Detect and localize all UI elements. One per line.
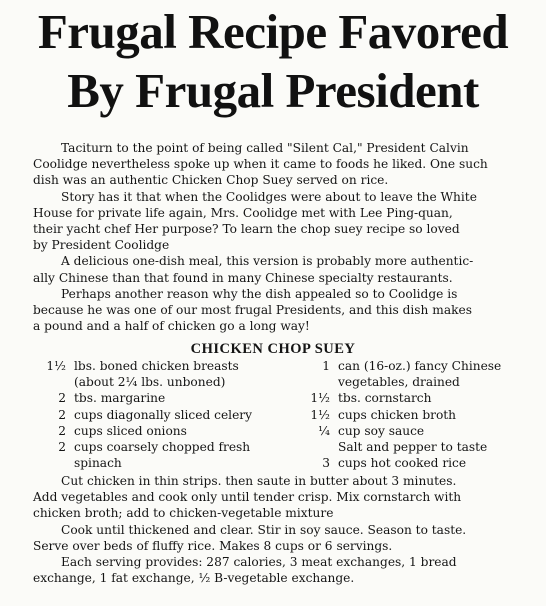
ingredient-text: can (16-oz.) fancy Chinese <box>338 359 502 373</box>
ingredient-text: cups coarsely chopped fresh <box>74 439 251 454</box>
directions-line: exchange, 1 fat exchange, ½ B-vegetable exchange. <box>33 571 355 586</box>
intro-line: dish was an authentic Chicken Chop Suey served on rice. <box>33 173 389 188</box>
ingredient-item <box>294 407 514 423</box>
ingredient-text: cups hot cooked rice <box>338 456 467 471</box>
ingredient-text: cups sliced onions <box>74 423 187 438</box>
ingredient-qty: 2 <box>58 391 66 406</box>
ingredient-item <box>30 358 280 374</box>
intro-line: Taciturn to the point of being called "Silent Cal," President Calvin <box>61 141 469 155</box>
ingredient-qty: 2 <box>58 423 66 438</box>
ingredient-qty: 2 <box>58 407 66 422</box>
ingredient-qty: ¼ <box>318 423 330 438</box>
directions-line: Cut chicken in thin strips. then saute in butter about 3 minutes. <box>61 474 457 488</box>
ingredient-item <box>30 374 280 390</box>
directions-line: Add vegetables and cook only until tender crisp. Mix cornstarch with <box>33 490 462 505</box>
ingredient-item <box>30 423 280 439</box>
ingredients-right-column <box>294 358 514 471</box>
intro-line: a pound and a half of chicken go a long way! <box>33 319 310 334</box>
ingredients-left-column <box>30 358 280 471</box>
ingredient-qty: 1½ <box>310 391 330 406</box>
ingredient-qty: 3 <box>322 456 330 471</box>
directions-line: Each serving provides: 287 calories, 3 meat exchanges, 1 bread <box>61 554 457 569</box>
intro-article <box>33 140 535 334</box>
ingredient-text: Salt and pepper to taste <box>338 439 488 454</box>
ingredient-qty: 1½ <box>310 407 330 422</box>
intro-line: A delicious one-dish meal, this version is probably more authentic- <box>61 254 474 269</box>
intro-line: by President Coolidge <box>33 238 170 253</box>
intro-line: House for private life again, Mrs. Coolidge met with Lee Ping-quan, <box>33 205 453 220</box>
directions <box>33 473 535 586</box>
ingredient-text: lbs. boned chicken breasts <box>74 359 239 373</box>
intro-line: their yacht chef Her purpose? To learn the chop suey recipe so loved <box>33 221 460 236</box>
ingredient-qty: 2 <box>58 439 66 454</box>
ingredient-text: tbs. cornstarch <box>338 391 432 406</box>
ingredient-text: cups diagonally sliced celery <box>74 407 253 422</box>
intro-line: because he was one of our most frugal Presidents, and this dish makes <box>33 302 472 317</box>
ingredient-item <box>294 390 514 406</box>
ingredient-qty: 1 <box>322 359 330 373</box>
intro-line: Story has it that when the Coolidges were about to leave the White <box>61 189 477 204</box>
headline-line-1: Frugal Recipe Favored <box>37 4 509 59</box>
ingredient-item <box>30 407 280 423</box>
recipe-title: CHICKEN CHOP SUEY <box>190 341 356 357</box>
directions-line: chicken broth; add to chicken-vegetable mixture <box>33 506 334 521</box>
ingredient-qty: 1½ <box>46 359 66 373</box>
ingredient-text: cups chicken broth <box>338 407 457 422</box>
ingredient-item <box>294 358 514 374</box>
intro-line: Perhaps another reason why the dish appealed so to Coolidge is <box>61 286 458 301</box>
intro-line: ally Chinese than that found in many Chinese specialty restaurants. <box>33 270 453 285</box>
ingredient-item <box>294 423 514 439</box>
directions-line: Serve over beds of fluffy rice. Makes 8 cups or 6 servings. <box>33 538 393 553</box>
directions-line: Cook until thickened and clear. Stir in soy sauce. Season to taste. <box>61 522 467 537</box>
ingredient-text: vegetables, drained <box>338 375 460 390</box>
intro-line: Coolidge nevertheless spoke up when it came to foods he liked. One such <box>33 157 488 172</box>
ingredient-item <box>294 455 514 471</box>
ingredient-item <box>30 390 280 406</box>
headline-line-2: By Frugal President <box>67 63 479 118</box>
ingredient-item <box>294 374 514 390</box>
ingredient-text: cup soy sauce <box>338 423 425 438</box>
ingredient-item <box>30 439 280 455</box>
ingredient-item <box>294 439 514 455</box>
ingredient-item <box>30 455 280 471</box>
ingredient-text: tbs. margarine <box>74 391 166 406</box>
ingredient-text: (about 2¼ lbs. unboned) <box>74 375 226 390</box>
ingredient-text: spinach <box>74 456 122 471</box>
